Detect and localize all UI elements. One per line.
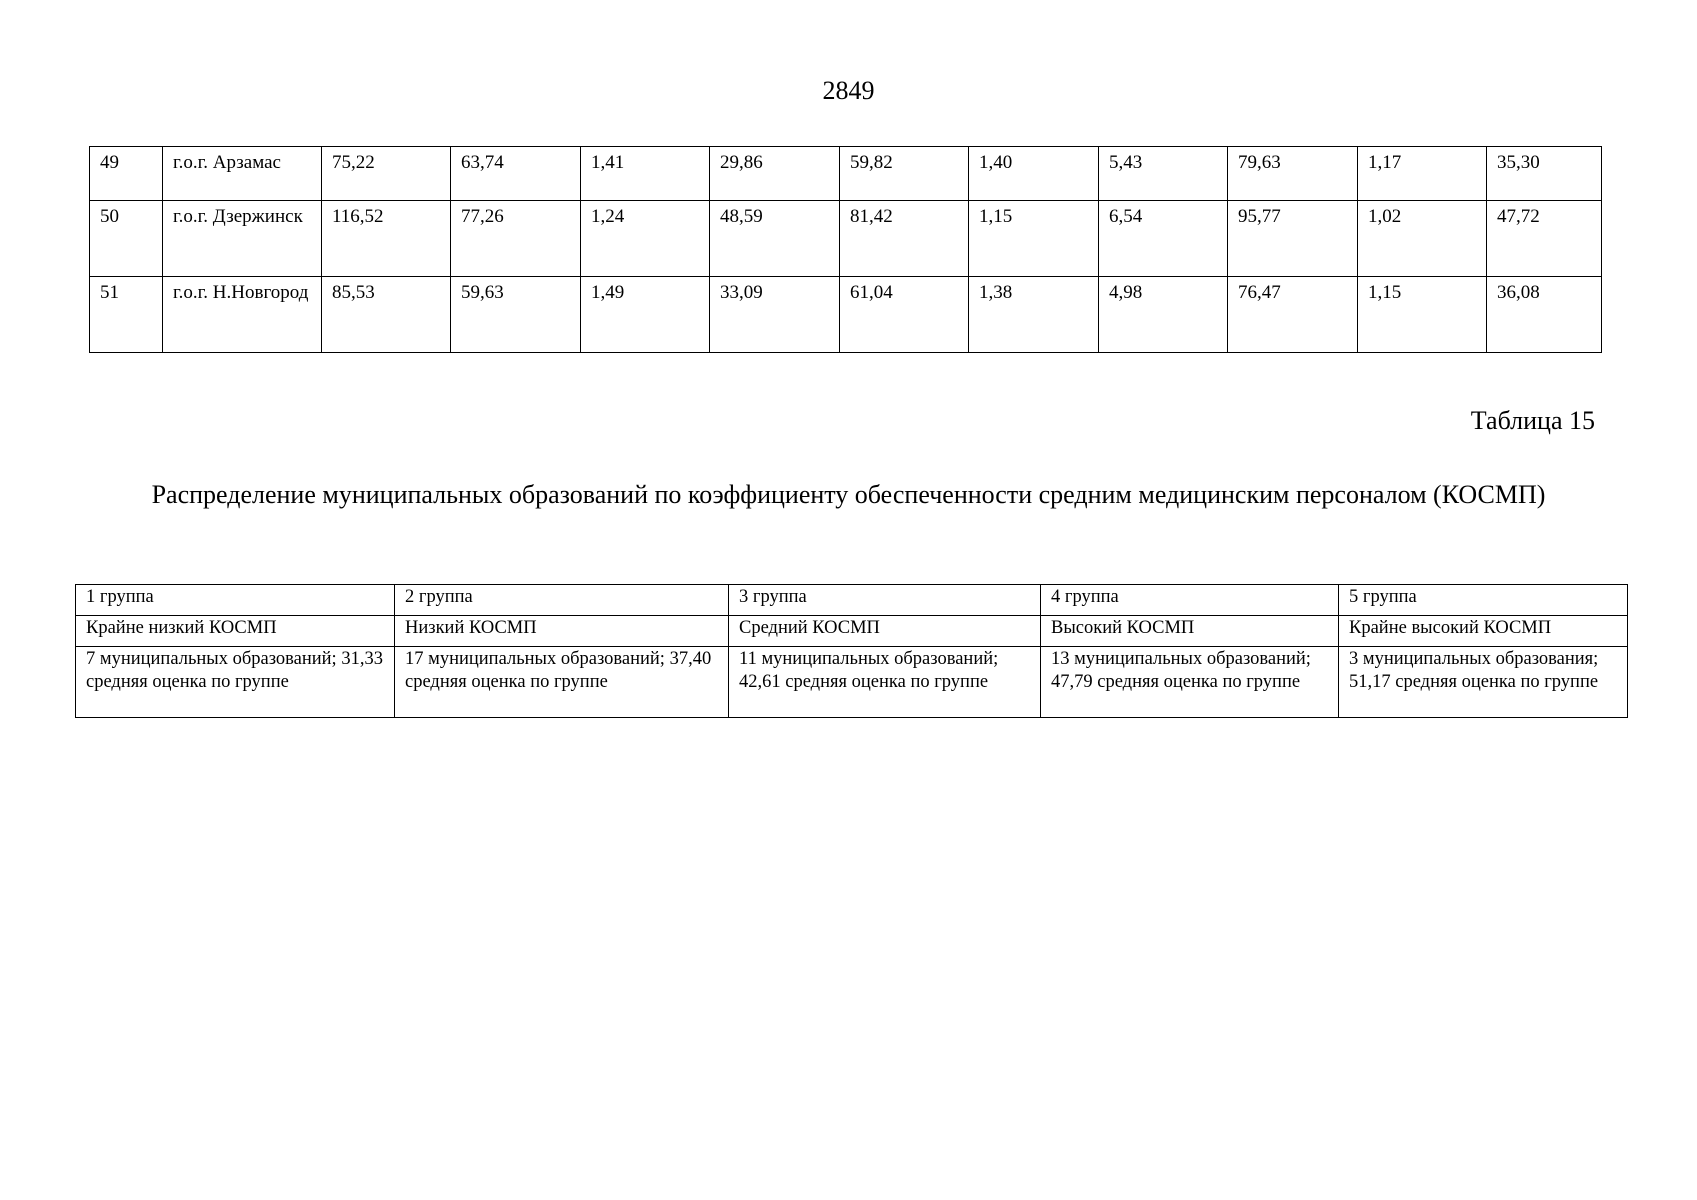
group-level-cell: Крайне высокий КОСМП (1339, 616, 1628, 647)
table-row (76, 616, 1628, 647)
municipality-name: г.о.г. Н.Новгород (163, 277, 322, 353)
group-description-cell: 13 муниципальных образований; 47,79 средняя оценка по группе (1041, 647, 1339, 718)
value-cell: 63,74 (451, 147, 581, 201)
value-cell: 1,38 (969, 277, 1099, 353)
value-cell: 4,98 (1099, 277, 1228, 353)
value-cell: 1,02 (1358, 201, 1487, 277)
data-table-continuation (89, 146, 1602, 353)
value-cell: 1,15 (969, 201, 1099, 277)
value-cell: 1,41 (581, 147, 710, 201)
value-cell: 95,77 (1228, 201, 1358, 277)
groups-table (75, 584, 1628, 718)
table-row (90, 201, 1602, 277)
table-row (90, 147, 1602, 201)
value-cell: 35,30 (1487, 147, 1602, 201)
group-name-cell: 3 группа (729, 585, 1041, 616)
group-description-cell: 17 муниципальных образований; 37,40 средняя оценка по группе (395, 647, 729, 718)
row-number: 50 (90, 201, 163, 277)
group-level-cell: Крайне низкий КОСМП (76, 616, 395, 647)
value-cell: 36,08 (1487, 277, 1602, 353)
group-description-cell: 11 муниципальных образований; 42,61 средняя оценка по группе (729, 647, 1041, 718)
value-cell: 47,72 (1487, 201, 1602, 277)
group-name-cell: 5 группа (1339, 585, 1628, 616)
table-row (90, 277, 1602, 353)
value-cell: 81,42 (840, 201, 969, 277)
value-cell: 1,24 (581, 201, 710, 277)
value-cell: 59,82 (840, 147, 969, 201)
value-cell: 79,63 (1228, 147, 1358, 201)
value-cell: 1,40 (969, 147, 1099, 201)
table-title: Распределение муниципальных образований по коэффициенту обеспеченности средним медицинским персоналом (КОСМП) (151, 480, 1546, 509)
value-cell: 1,17 (1358, 147, 1487, 201)
table-label: Таблица 15 (1470, 406, 1595, 435)
group-name-cell: 1 группа (76, 585, 395, 616)
group-name-cell: 2 группа (395, 585, 729, 616)
value-cell: 33,09 (710, 277, 840, 353)
row-number: 49 (90, 147, 163, 201)
value-cell: 85,53 (322, 277, 451, 353)
group-level-cell: Высокий КОСМП (1041, 616, 1339, 647)
page-number: 2849 (822, 76, 875, 105)
group-level-cell: Низкий КОСМП (395, 616, 729, 647)
value-cell: 59,63 (451, 277, 581, 353)
table-row (76, 585, 1628, 616)
value-cell: 1,15 (1358, 277, 1487, 353)
value-cell: 5,43 (1099, 147, 1228, 201)
group-level-cell: Средний КОСМП (729, 616, 1041, 647)
group-description-cell: 3 муниципальных образования; 51,17 средняя оценка по группе (1339, 647, 1628, 718)
value-cell: 29,86 (710, 147, 840, 201)
value-cell: 116,52 (322, 201, 451, 277)
value-cell: 76,47 (1228, 277, 1358, 353)
value-cell: 48,59 (710, 201, 840, 277)
value-cell: 75,22 (322, 147, 451, 201)
municipality-name: г.о.г. Дзержинск (163, 201, 322, 277)
value-cell: 1,49 (581, 277, 710, 353)
row-number: 51 (90, 277, 163, 353)
group-description-cell: 7 муниципальных образований; 31,33 средняя оценка по группе (76, 647, 395, 718)
group-name-cell: 4 группа (1041, 585, 1339, 616)
value-cell: 6,54 (1099, 201, 1228, 277)
value-cell: 77,26 (451, 201, 581, 277)
table-row (76, 647, 1628, 718)
municipality-name: г.о.г. Арзамас (163, 147, 322, 201)
value-cell: 61,04 (840, 277, 969, 353)
